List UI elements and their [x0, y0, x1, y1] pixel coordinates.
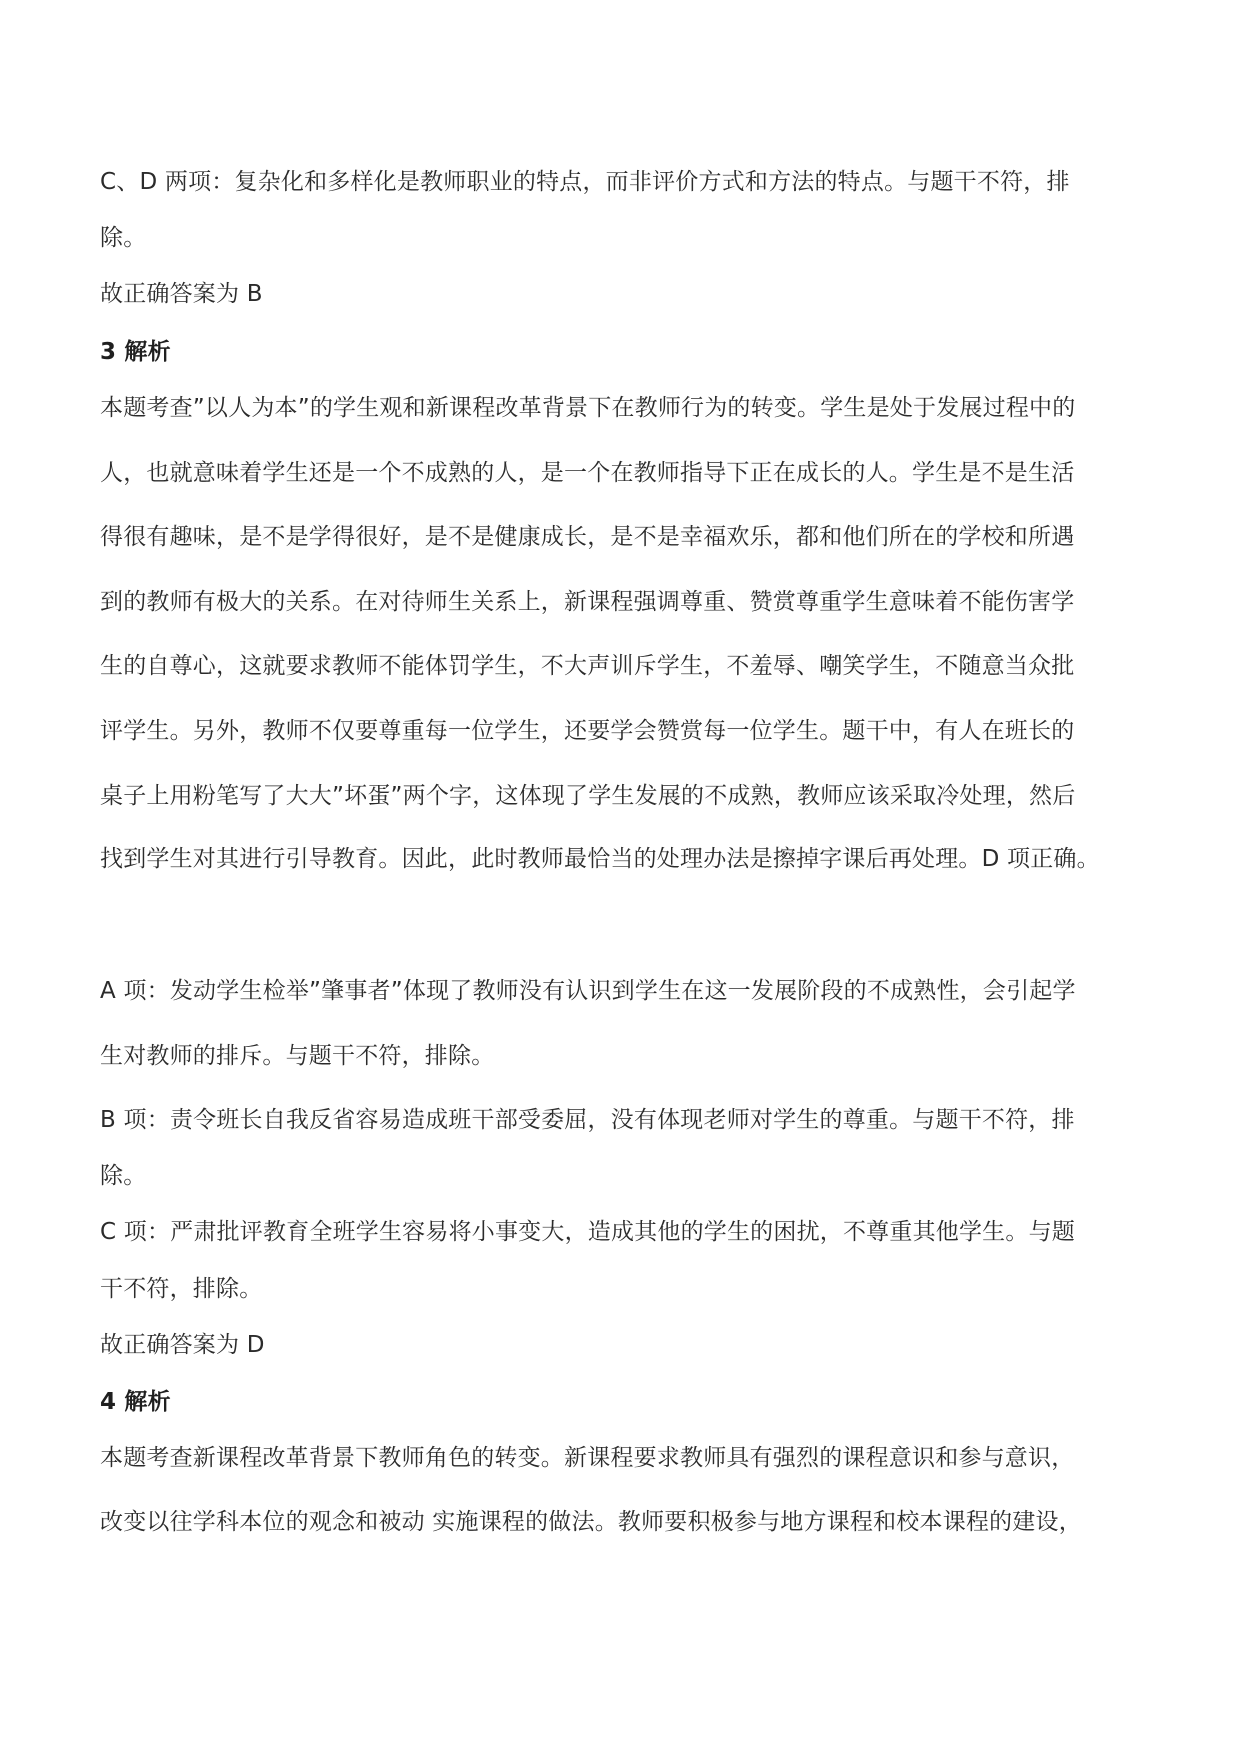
- conclusion-line: 故正确答案为 D: [100, 1332, 265, 1358]
- paragraph-line: 得很有趣味，是不是学得很好，是不是健康成长，是不是幸福欢乐，都和他们所在的学校和所遇: [100, 524, 1075, 550]
- paragraph-line: 本题考查新课程改革背景下教师角色的转变。新课程要求教师具有强烈的课程意识和参与意识，: [100, 1445, 1075, 1471]
- paragraph-line: C、D 两项：复杂化和多样化是教师职业的特点，而非评价方式和方法的特点。与题干不符，排: [100, 169, 1070, 195]
- paragraph-line: 生的自尊心，这就要求教师不能体罚学生，不大声训斥学生，不羞辱、嘲笑学生，不随意当众批: [100, 653, 1075, 679]
- paragraph-line: 本题考查”以人为本”的学生观和新课程改革背景下在教师行为的转变。学生是处于发展过程中的: [100, 395, 1076, 421]
- conclusion-line: 故正确答案为 B: [100, 281, 263, 307]
- paragraph-line: 到的教师有极大的关系。在对待师生关系上，新课程强调尊重、赞赏尊重学生意味着不能伤害学: [100, 589, 1075, 615]
- paragraph-line: 除。: [100, 1163, 147, 1189]
- paragraph-line: 找到学生对其进行引导教育。因此，此时教师最恰当的处理办法是擦掉字课后再处理。D 项正确。: [100, 846, 1100, 872]
- paragraph-line: 除。: [100, 225, 147, 251]
- paragraph-line: 评学生。另外，教师不仅要尊重每一位学生，还要学会赞赏每一位学生。题干中，有人在班长的: [100, 718, 1075, 744]
- section-heading: 4 解析: [100, 1389, 171, 1415]
- paragraph-line: 人，也就意味着学生还是一个不成熟的人，是一个在教师指导下正在成长的人。学生是不是生活: [100, 460, 1075, 486]
- section-heading: 3 解析: [100, 339, 171, 365]
- paragraph-line: A 项：发动学生检举”肇事者”体现了教师没有认识到学生在这一发展阶段的不成熟性，会引起学: [100, 978, 1076, 1004]
- paragraph-line: 生对教师的排斥。与题干不符，排除。: [100, 1043, 495, 1069]
- paragraph-line: B 项：责令班长自我反省容易造成班干部受委屈，没有体现老师对学生的尊重。与题干不符，排: [100, 1107, 1075, 1133]
- paragraph-line: 桌子上用粉笔写了大大”坏蛋”两个字，这体现了学生发展的不成熟，教师应该采取冷处理，然后: [100, 783, 1076, 809]
- paragraph-line: 改变以往学科本位的观念和被动 实施课程的做法。教师要积极参与地方课程和校本课程的建设，: [100, 1509, 1082, 1535]
- paragraph-line: 干不符，排除。: [100, 1276, 263, 1302]
- paragraph-line: C 项：严肃批评教育全班学生容易将小事变大，造成其他的学生的困扰，不尊重其他学生。与题: [100, 1219, 1075, 1245]
